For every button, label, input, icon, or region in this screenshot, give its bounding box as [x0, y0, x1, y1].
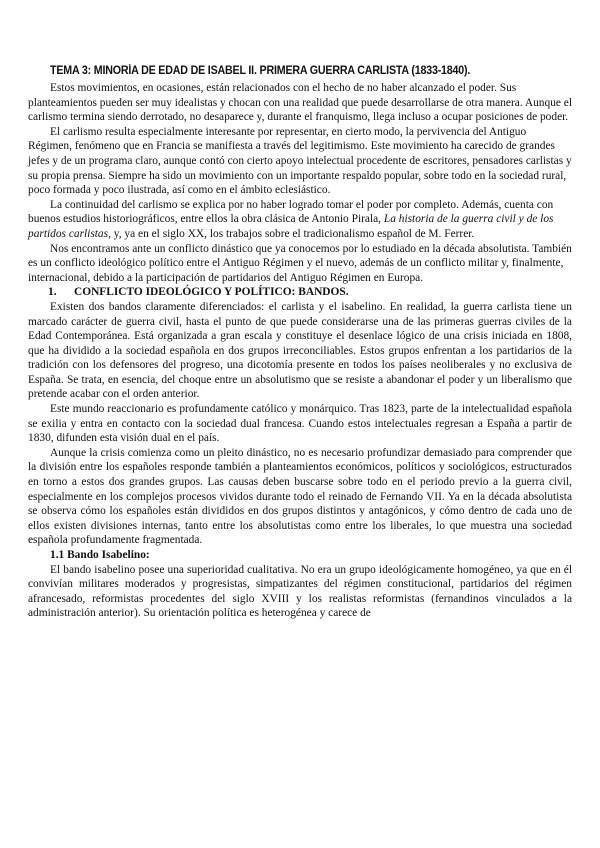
subsection-paragraph-1: El bando isabelino posee una superioridad cualitativa. No era un grupo ideológicamente homogéneo, ya que en él convivían militares moderados y progresistas, simpatizantes del régimen constitucional, partidarios del régimen afrancesado, reformistas procedentes del siglo XVIII y los realistas reformistas (fernandinos vinculados a la administración anterior). Su orientación política es heterogénea y carece de: [28, 563, 572, 620]
section-heading-text: CONFLICTO IDEOLÓGICO Y POLÍTICO: BANDOS.: [74, 286, 349, 299]
document-body: [28, 64, 572, 621]
document-title: TEMA 3: MINORÍA DE EDAD DE ISABEL II. PRIMERA GUERRA CARLISTA (1833-1840).: [50, 64, 471, 77]
intro-paragraph-4: Nos encontramos ante un conflicto dinástico que ya conocemos por lo estudiado en la década absolutista. También es un conflicto ideológico político entre el Antiguo Régimen y el nuevo, además de un conflicto militar y, finalmente, internacional, debido a la participación de partidarios del Antiguo Régimen en Europa.: [28, 242, 572, 284]
intro-paragraph-2: El carlismo resulta especialmente interesante por representar, en cierto modo, la pervivencia del Antiguo Régimen, fenómeno que en Francia se manifiesta a través del legitimismo. Este movimiento ha carecido de grandes jefes y de un programa claro, aunque contó con cierto apoyo intelectual procedente de escritores, pensadores carlistas y su propia prensa. Siempre ha sido un movimiento con un importante respaldo popular, sobre todo en la sociedad rural, poco formada y poco ilustrada, así como en el ámbito eclesiástico.: [28, 125, 572, 197]
intro-paragraph-3: [28, 198, 572, 242]
section-paragraph-1: Existen dos bandos claramente diferenciados: el carlista y el isabelino. En realidad, la guerra carlista tiene un marcado carácter de guerra civil, hasta el punto de que puede considerarse una de las primeras guerras civiles de la Edad Contemporánea. Está organizada a gran escala y constituye el desenlace lógico de una crisis iniciada en 1808, que ha dividido a la sociedad española en dos grupos irreconciliables. Estos grupos enfrentan a los partidarios de la tradición con los defensores del progreso, una dicotomía presente en todos los países neoliberales y no exclusiva de España. Se trata, en esencia, del choque entre un absolutismo que se resiste a abandonar el poder y un liberalismo que pretende acabar con el orden anterior.: [28, 300, 572, 401]
intro-paragraph-3-text-start: La continuidad del carlismo se explica por no haber logrado tomar el poder por completo. Además, cuenta con buenos estudios historiográficos, entre ellos la obra clásica de Antonio Pirala,: [28, 198, 554, 226]
section-paragraph-2: Este mundo reaccionario es profundamente católico y monárquico. Tras 1823, parte de la intelectualidad española se exilia y entra en contacto con la sociedad dual francesa. Cuando estos intelectuales regresan a España a partir de 1830, difunden esta visión dual en el país.: [28, 403, 572, 445]
book-title-italic: La historia de la guerra civil y de los partidos carlistas: [28, 213, 554, 240]
section-heading: [28, 285, 572, 300]
intro-paragraph-3-text-end: , y, ya en el siglo XX, los trabajos sobre el tradicionalismo español de M. Ferrer.: [108, 227, 475, 240]
section-number: 1.: [48, 286, 57, 299]
subsection-heading: 1.1 Bando Isabelino:: [50, 549, 150, 561]
intro-paragraph-1: Estos movimientos, en ocasiones, están relacionados con el hecho de no haber alcanzado el poder. Sus planteamientos pueden ser muy idealistas y chocan con una realidad que puede desarrollarse de otra manera. Aunque el carlismo termina siendo derrotado, no desaparece y, durante el franquismo, llega incluso a ocupar posiciones de poder.: [28, 82, 573, 124]
section-paragraph-3: Aunque la crisis comienza como un pleito dinástico, no es necesario profundizar demasiado para comprender que la división entre los españoles responde también a planteamientos económicos, políticos y sociológicos, estructurados en torno a estos dos grandes grupos. Las causas deben buscarse sobre todo en el periodo previo a la guerra civil, especialmente en los complejos procesos vividos durante todo el reinado de Fernando VII. Ya en la década absolutista se observa cómo los españoles están divididos en dos grupos distintos y antagónicos, y cómo dentro de cada uno de ellos existen divisiones internas, tanto entre los absolutistas como entre los liberales, lo que muestra una sociedad española profundamente fragmentada.: [28, 446, 572, 547]
